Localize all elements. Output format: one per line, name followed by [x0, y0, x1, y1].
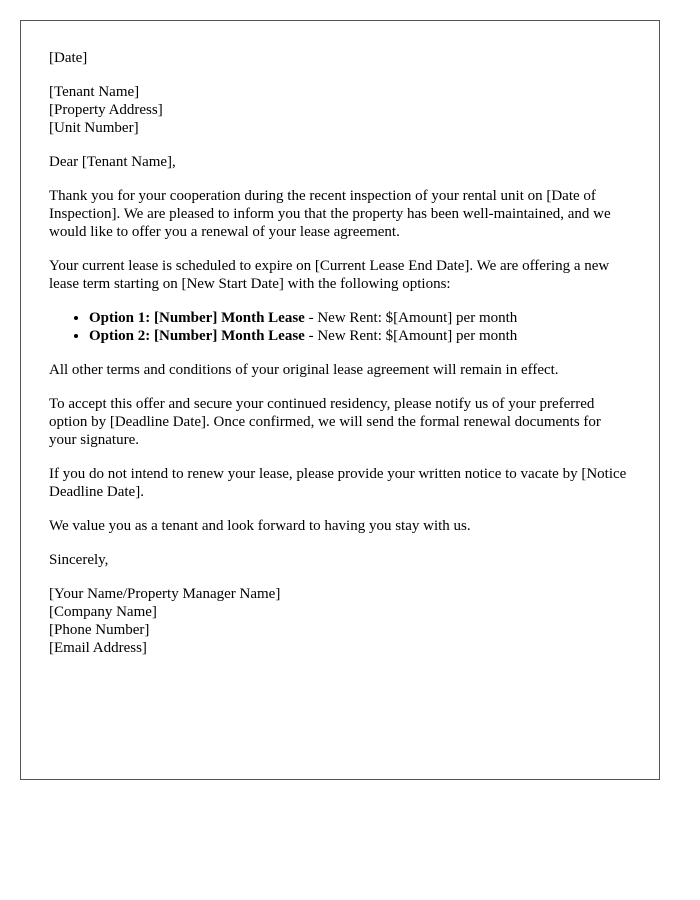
- sender-name: [Your Name/Property Manager Name]: [49, 586, 281, 602]
- sender-phone: [Phone Number]: [49, 622, 150, 638]
- letter-date: [Date]: [49, 50, 88, 66]
- lease-renewal-letter: [20, 20, 660, 780]
- paragraph-other-terms: All other terms and conditions of your original lease agreement will remain in effect.: [49, 362, 559, 378]
- recipient-address: [Property Address]: [49, 102, 163, 118]
- lease-option-label: Option 1: [Number] Month Lease: [89, 310, 305, 326]
- paragraph-lease-expiry: Your current lease is scheduled to expire on [Current Lease End Date]. We are offering a new lease term starting on [New Start Date] with the following options:: [49, 258, 610, 292]
- paragraph-value-tenant: We value you as a tenant and look forward to having you stay with us.: [49, 518, 471, 534]
- recipient-name: [Tenant Name]: [49, 84, 140, 100]
- salutation: Dear [Tenant Name],: [49, 154, 176, 170]
- lease-option-item: [89, 327, 631, 345]
- paragraph-notice-to-vacate: If you do not intend to renew your lease, please provide your written notice to vacate by [Notice Deadline Date].: [49, 466, 627, 500]
- lease-options-list: [49, 309, 631, 345]
- sender-email: [Email Address]: [49, 640, 147, 656]
- lease-option-item: [89, 309, 631, 327]
- recipient-block: [49, 83, 631, 137]
- recipient-unit: [Unit Number]: [49, 120, 139, 136]
- paragraph-inspection: Thank you for your cooperation during the recent inspection of your rental unit on [Date of Inspection]. We are pleased to inform you that the property has been well-maintained, and we would like to offer you a renewal of your lease agreement.: [49, 188, 611, 240]
- lease-option-label: Option 2: [Number] Month Lease: [89, 328, 305, 344]
- paragraph-accept-offer: To accept this offer and secure your continued residency, please notify us of your preferred option by [Deadline Date]. Once confirmed, we will send the formal renewal documents for your signature.: [49, 396, 601, 448]
- sender-block: [49, 585, 631, 657]
- lease-option-detail: - New Rent: $[Amount] per month: [304, 328, 518, 344]
- lease-option-detail: - New Rent: $[Amount] per month: [304, 310, 518, 326]
- closing: Sincerely,: [49, 552, 109, 568]
- sender-company: [Company Name]: [49, 604, 157, 620]
